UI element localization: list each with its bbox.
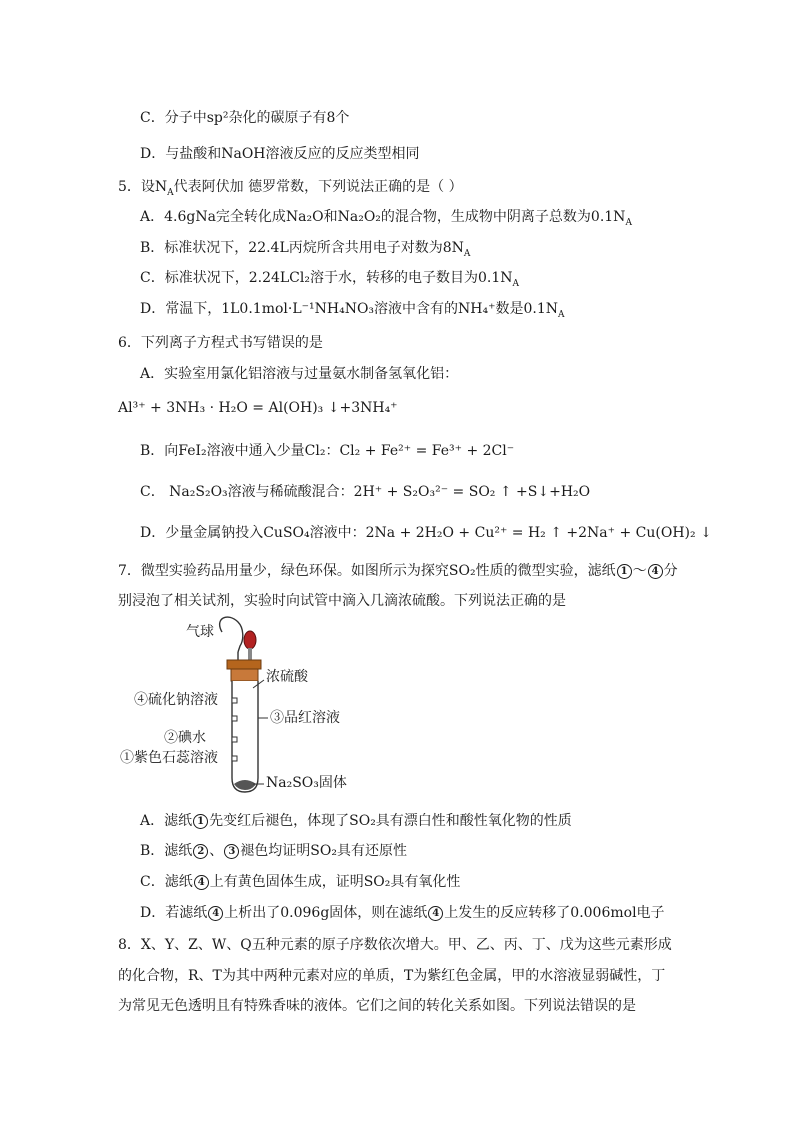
filter-paper-4 [232, 698, 237, 703]
q6-option-b: B．向FeI₂溶液中通入少量Cl₂：Cl₂ + Fe²⁺ = Fe³⁺ + 2Cl⁻ [140, 443, 515, 459]
q6-option-d: D．少量金属钠投入CuSO₄溶液中：2Na + 2H₂O + Cu²⁺ = H₂ ↑ +2Na⁺ + Cu(OH)₂ ↓ [140, 525, 712, 541]
label-paper2: ②碘水 [164, 730, 206, 746]
q5-option-c: C．标准状况下，2.24LCl₂溶于水，转移的电子数目为$0.1N_A$ [140, 270, 519, 289]
q5-option-a: A．4.6gNa完全转化成Na₂O和Na₂O₂的混合物，生成物中阴离子总数为$0.1N_A$ [140, 209, 632, 228]
dropper-bulb [244, 631, 256, 649]
q6-option-c: C． Na₂S₂O₃溶液与稀硫酸混合：2H⁺ + S₂O₃²⁻ = SO₂ ↑ +S↓+H₂O [140, 484, 591, 500]
q8-line2: 的化合物，R、T为其中两种元素对应的单质，T为紫红色金属，甲的水溶液显弱碱性，丁 [118, 968, 666, 984]
label-balloon: 气球 [186, 624, 214, 640]
q8-line3: 为常见无色透明且有特殊香味的液体。它们之间的转化关系如图。下列说法错误的是 [118, 998, 636, 1014]
q7-stem-line1: 7．微型实验药品用量少，绿色环保。如图所示为探究SO₂性质的微型实验，滤纸 1 ～ 4 分 [118, 563, 678, 579]
label-paper3: ③品红溶液 [270, 710, 340, 726]
stopper-body [231, 669, 258, 681]
q7-option-b: B．滤纸 2 、 3 褪色均证明SO₂具有还原性 [140, 843, 407, 859]
q5-option-b: B．标准状况下，22.4L丙烷所含共用电子对数为$8N_A$ [140, 240, 471, 259]
label-solid: Na₂SO₃固体 [266, 775, 347, 791]
q7-option-d: D．若滤纸 4 上析出了0.096g固体，则在滤纸 4 上发生的反应转移了0.006mol电子 [140, 905, 665, 921]
q6-option-a: A．实验室用氯化铝溶液与过量氨水制备氢氧化铝： [140, 366, 459, 382]
label-paper1: ①紫色石蕊溶液 [120, 750, 218, 766]
stopper-top [227, 660, 261, 669]
q5-stem: 5．设$N_A$代表阿伏加 德罗常数，下列说法正确的是（ ） [118, 179, 463, 198]
q7-option-a: A．滤纸 1 先变红后褪色，体现了SO₂具有漂白性和酸性氧化物的性质 [140, 813, 572, 829]
q4-option-c: C．分子中sp²杂化的碳原子有8个 [140, 110, 350, 126]
q8-line1: 8．X、Y、Z、W、Q五种元素的原子序数依次增大。甲、乙、丙、丁、戊为这些元素形成 [118, 937, 672, 953]
q6-option-a-equation: Al³⁺ + 3NH₃ · H₂O = Al(OH)₃ ↓+3NH₄⁺ [118, 400, 398, 416]
q5-option-d: D．常温下，1L0.1mol·L⁻¹NH₄NO₃溶液中含有的NH₄⁺数是$0.1N_A$ [140, 301, 565, 320]
filter-paper-3 [232, 716, 237, 721]
q7-stem-line2: 别浸泡了相关试剂，实验时向试管中滴入几滴浓硫酸。下列说法正确的是 [118, 593, 566, 609]
q4-option-d: D．与盐酸和NaOH溶液反应的反应类型相同 [140, 146, 420, 162]
label-paper4: ④硫化钠溶液 [134, 692, 218, 708]
filter-paper-1 [232, 756, 237, 761]
label-conc-acid: 浓硫酸 [266, 669, 308, 685]
q6-stem: 6．下列离子方程式书写错误的是 [118, 335, 323, 351]
balloon-shape [220, 617, 243, 652]
q7-option-c: C．滤纸 4 上有黄色固体生成，证明SO₂具有氧化性 [140, 874, 461, 890]
filter-paper-2 [232, 737, 237, 742]
